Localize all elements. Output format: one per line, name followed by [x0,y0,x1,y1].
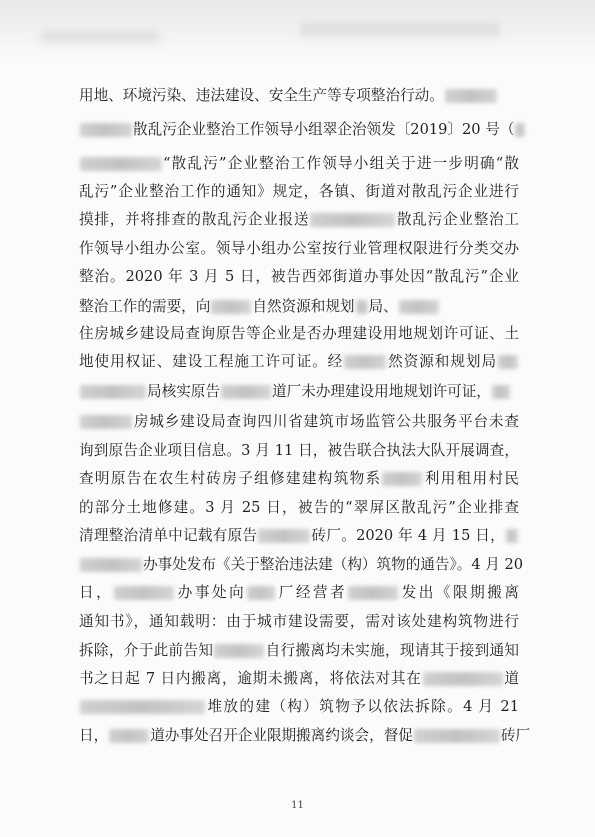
redaction-blur [445,89,497,103]
text-segment: 道 [503,670,519,687]
text-segment: 堆放的建（构）筑物予以依法拆除。4 月 21 [206,698,519,715]
text-line [79,238,519,260]
text-segment: 的部分土地修建。3 月 25 日，被告的“翠屏区散乱污”企业排查 [79,499,519,516]
redaction-blur [80,385,146,399]
text-segment: 厂经营者 [276,584,348,601]
text-line [79,582,519,604]
text-line [79,525,519,547]
text-line [79,668,519,690]
text-segment: 查明原告在农生村砖房子组修建建构筑物系 [79,470,382,487]
text-line [79,640,519,662]
text-segment: 自行搬离均未实施，现请其于接到通知 [265,642,519,659]
redaction-blur [382,472,422,486]
text-segment: 整治工作的需要，向 [79,298,211,315]
redaction-blur [492,385,510,399]
text-line [79,725,531,747]
text-segment: 办事处向 [175,584,247,601]
text-segment: 询到原告企业项目信息。3 月 11 日，被告联合执法大队开展调查， [79,442,519,459]
text-line [79,209,519,231]
redaction-blur [80,558,142,572]
text-line [79,153,519,175]
redaction-blur [423,672,503,686]
redaction-blur [211,300,251,314]
text-segment: 房城乡建设局查询四川省建筑市场监管公共服务平台未查 [133,413,519,430]
text-segment: 利用租用村民 [423,470,519,487]
text-segment: 砖厂 [500,727,531,744]
redaction-blur [310,213,395,227]
redaction-blur [114,586,174,600]
text-segment: 整治。2020 年 3 月 5 日，被告西郊街道办事处因“散乱污”企业 [79,268,519,285]
text-segment: 散乱污企业整治工作领导小组翠企治领发〔2019〕20 号（ [133,121,515,138]
redaction-blur [414,729,500,743]
text-line [79,611,519,633]
redaction-blur [498,355,518,369]
redaction-blur [399,300,439,314]
text-line [79,468,519,490]
text-segment: 书之日起 7 日内搬离，逾期未搬离，将依法对其在 [79,670,422,687]
redaction-blur [109,729,149,743]
scan-header-shadow [0,0,595,62]
text-line [79,411,519,433]
redaction-blur [515,123,525,137]
redaction-blur [80,123,132,137]
text-line [79,440,519,462]
text-segment: 然资源和规划局 [387,353,497,370]
text-segment: 道厂未办理建设用地规划许可证， [271,383,491,400]
redaction-blur [356,300,368,314]
text-segment: 发出《限期搬离 [399,584,519,601]
text-segment: 道办事处召开企业限期搬离约谈会，督促 [150,727,413,744]
redaction-blur [80,157,162,171]
text-segment: 散乱污企业整治工 [396,211,519,228]
text-line [79,381,519,403]
text-segment: 通知书》，通知载明：由于城市建设需要，需对该处建构筑物进行 [79,613,519,630]
text-line [79,266,519,288]
text-segment: 乱污”企业整治工作的通知》规定，各镇、街道对散乱污企业进行 [79,183,519,200]
text-segment: “散乱污”企业整治工作领导小组关于进一步明确“散 [163,155,519,172]
text-line [79,323,519,345]
text-line [79,119,519,141]
text-line [79,85,519,107]
text-segment: 地使用权证、建设工程施工许可证。经 [79,353,344,370]
text-segment: 自然资源和规划 [252,298,355,315]
text-line [79,181,519,203]
redaction-blur [80,700,205,714]
text-line [79,497,519,519]
text-segment: 清理整治清单中记载有原告 [79,527,258,544]
text-segment: 拆除，介于此前告知 [79,642,214,659]
redaction-blur [348,586,398,600]
redaction-blur [221,385,271,399]
text-segment: 办事处发布《关于整治违法建（构）筑物的通告》。4 月 20 [143,556,524,573]
text-line [79,554,524,576]
redaction-blur [80,415,132,429]
page-number: 11 [291,800,304,811]
redaction-blur [506,529,518,543]
text-segment: 日， [79,727,109,744]
text-segment: 摸排，并将排查的散乱污企业报送 [79,211,310,228]
text-segment: 日， [79,584,114,601]
text-segment: 住房城乡建设局查询原告等企业是否办理建设用地规划许可证、土 [79,325,519,342]
redaction-blur [247,586,275,600]
text-segment: 砖厂。2020 年 4 月 15 日， [311,527,505,544]
redaction-blur [214,644,264,658]
redaction-blur [258,529,310,543]
text-segment: 用地、环境污染、违法建设、安全生产等专项整治行动。 [79,87,444,104]
redaction-blur [344,355,386,369]
text-segment: 局核实原告 [147,383,220,400]
text-line [79,296,519,318]
text-segment: 局、 [368,298,398,315]
text-segment: 作领导小组办公室。领导小组办公室按行业管理权限进行分类交办 [79,240,519,257]
text-line [79,351,519,373]
text-line [79,696,519,718]
